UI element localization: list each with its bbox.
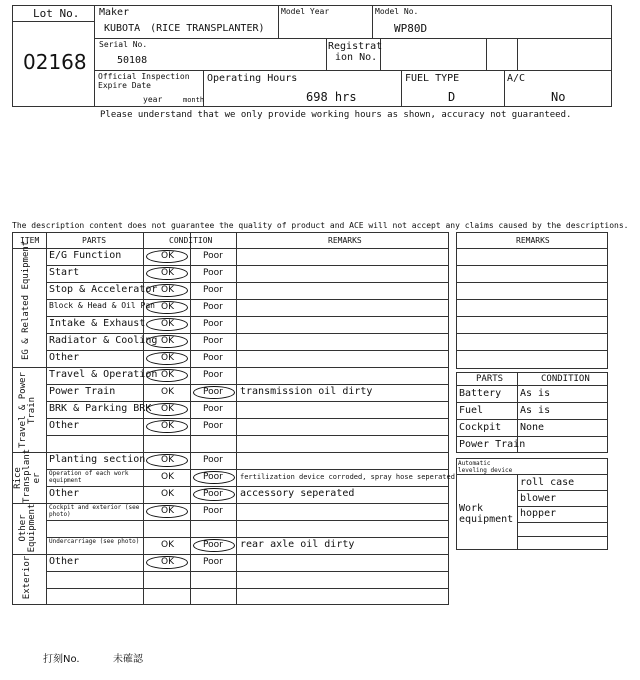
disclaimer: The description content does not guarantee the quality of product and ACE will not accept any claims caused by the descriptions.	[12, 221, 629, 230]
ok-option: OK	[161, 387, 174, 397]
stamp-no-value: 未確認	[113, 654, 143, 665]
ok-circle	[146, 335, 188, 348]
part-label: Undercarriage (see photo)	[49, 538, 140, 545]
lot-number: 02168	[23, 50, 87, 74]
part-label: Other	[49, 488, 80, 499]
ok-option: OK	[161, 404, 174, 414]
inspection-label: Official Inspection	[98, 72, 190, 81]
part-label: Planting section	[49, 454, 146, 465]
right-condition-value: As is	[520, 388, 551, 399]
group-other	[19, 503, 38, 553]
part-label: BRK & Parking BRK	[49, 403, 152, 414]
ok-option: OK	[161, 506, 174, 516]
ok-option: OK	[161, 302, 174, 312]
part-label: E/G Function	[49, 250, 122, 261]
poor-circle	[193, 471, 235, 484]
ok-circle	[146, 352, 188, 365]
part-label: Start	[49, 267, 80, 278]
group-other-line: Other	[18, 514, 28, 542]
ok-option: OK	[161, 472, 174, 482]
part-label: Radiator & Cooling	[49, 335, 158, 346]
ok-option: OK	[161, 421, 174, 431]
serial-label: Serial No.	[99, 40, 148, 49]
work-equipment-label-2: equipment	[459, 514, 514, 525]
ok-option: OK	[161, 557, 174, 567]
ok-option: OK	[161, 285, 174, 295]
poor-option: Poor	[203, 472, 223, 482]
ok-circle	[146, 505, 188, 518]
ok-option: OK	[161, 336, 174, 346]
poor-option: Poor	[203, 404, 223, 414]
poor-option: Poor	[203, 353, 223, 363]
group-eg-line: EG & Related Equipment	[21, 240, 31, 360]
poor-option: Poor	[203, 285, 223, 295]
ok-option: OK	[161, 268, 174, 278]
part-label: Other	[49, 556, 80, 567]
right-part-label: Power Train	[459, 439, 526, 450]
part-label: Travel & Operation	[49, 369, 158, 380]
right-condition-value: As is	[520, 405, 551, 416]
ac-value: No	[551, 90, 566, 104]
col-parts: PARTS	[82, 236, 107, 245]
ac-label: A/C	[507, 73, 526, 84]
poor-option: Poor	[203, 540, 223, 550]
maker-value: KUBOTA (RICE TRANSPLANTER)	[104, 23, 265, 34]
right-parts-header: PARTS	[476, 374, 504, 384]
poor-option: Poor	[203, 421, 223, 431]
part-label: Other	[49, 420, 80, 431]
ok-option: OK	[161, 540, 174, 550]
serial-value: 50108	[117, 55, 148, 66]
poor-option: Poor	[203, 387, 223, 397]
registration-label: Registrat	[328, 41, 383, 52]
poor-option: Poor	[203, 302, 223, 312]
part-label: Power Train	[49, 386, 116, 397]
poor-option: Poor	[203, 506, 223, 516]
group-exterior-line: Exterior	[22, 555, 32, 600]
part-label: Stop & Accelerator	[49, 284, 158, 295]
part-label: Cockpit and exterior (see photo)	[49, 504, 140, 518]
part-label: Intake & Exhaust	[49, 318, 146, 329]
poor-option: Poor	[203, 455, 223, 465]
ok-circle	[146, 267, 188, 280]
group-rice	[13, 448, 42, 503]
poor-option: Poor	[203, 557, 223, 567]
model-no-value: WP80D	[394, 22, 428, 35]
registration-label-2: ion No.	[335, 52, 378, 63]
ok-circle	[146, 250, 188, 263]
work-item: blower	[520, 493, 557, 504]
ok-circle	[146, 369, 188, 382]
group-rice-line: Transplant	[22, 448, 33, 503]
hours-notice: Please understand that we only provide working hours as shown, accuracy not guaranteed.	[100, 110, 572, 120]
ok-option: OK	[161, 251, 174, 261]
work-item: roll case	[520, 477, 575, 488]
ok-circle	[146, 403, 188, 416]
poor-circle	[193, 539, 235, 552]
fuel-type-label: FUEL TYPE	[405, 73, 460, 84]
ok-circle	[146, 284, 188, 297]
stamp-no-label: 打刻No.	[43, 654, 80, 665]
model-year-label: Model Year	[281, 7, 330, 16]
part-label: Other	[49, 352, 80, 363]
ok-circle	[146, 556, 188, 569]
group-eg	[21, 240, 31, 360]
group-travel	[19, 373, 38, 448]
maker-label: Maker	[99, 7, 130, 18]
group-travel-line: Travel & Power	[18, 372, 28, 448]
ok-option: OK	[161, 370, 174, 380]
right-part-label: Battery	[459, 388, 502, 399]
ok-circle	[146, 454, 188, 467]
poor-option: Poor	[203, 251, 223, 261]
lot-label: Lot No.	[33, 7, 80, 20]
right-condition-value: None	[520, 422, 545, 433]
ok-option: OK	[161, 319, 174, 329]
ok-option: OK	[161, 489, 174, 499]
ok-circle	[146, 301, 188, 314]
model-no-label: Model No.	[375, 7, 419, 16]
remark-text: transmission oil dirty	[240, 386, 373, 397]
group-rice-line: er	[31, 472, 42, 484]
right-condition-header: CONDITION	[541, 374, 590, 384]
ok-option: OK	[161, 353, 174, 363]
remark-text: fertilization device corroded, spray hose seperated	[240, 473, 455, 481]
group-exterior	[23, 555, 32, 600]
right-part-label: Cockpit	[459, 422, 502, 433]
ok-circle	[146, 318, 188, 331]
poor-circle	[193, 488, 235, 501]
col-condition: CONDITION	[169, 236, 213, 245]
poor-option: Poor	[203, 370, 223, 380]
fuel-type-value: D	[448, 90, 456, 104]
right-remarks-header: REMARKS	[516, 236, 550, 245]
remark-text: rear axle oil dirty	[240, 539, 355, 550]
poor-circle	[193, 386, 235, 399]
operating-hours-value: 698 hrs	[306, 90, 357, 104]
inspection-label-2: Expire Date	[98, 81, 151, 90]
part-label: Operation of each work equipment	[49, 470, 129, 484]
year-label: year	[143, 95, 163, 104]
poor-option: Poor	[203, 336, 223, 346]
ok-option: OK	[161, 455, 174, 465]
group-rice-line: Rice	[13, 467, 23, 489]
group-travel-line: Train	[27, 396, 38, 425]
part-label: Block & Head & Oil Pan	[49, 301, 155, 310]
auto-leveling-label: Automatic leveling device	[458, 460, 513, 474]
poor-option: Poor	[203, 268, 223, 278]
work-item: hopper	[520, 508, 557, 519]
right-part-label: Fuel	[459, 405, 484, 416]
ok-circle	[146, 420, 188, 433]
work-equipment-label: Work	[459, 503, 484, 514]
poor-option: Poor	[203, 319, 223, 329]
remark-text: accessory seperated	[240, 488, 355, 499]
month-label: month	[183, 96, 205, 104]
poor-option: Poor	[203, 489, 223, 499]
operating-hours-label: Operating Hours	[207, 73, 298, 84]
group-other-line: Equipment	[27, 503, 38, 553]
col-remarks: REMARKS	[328, 236, 362, 245]
col-item: ITEM	[20, 236, 40, 245]
